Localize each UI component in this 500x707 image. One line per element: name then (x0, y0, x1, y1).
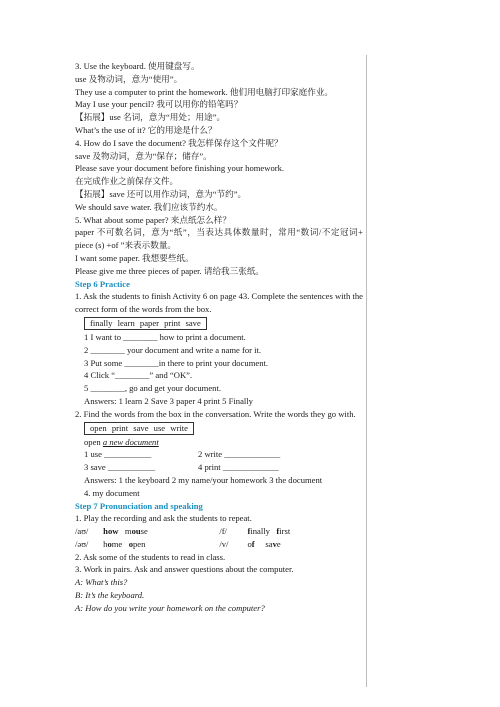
phonetic-symbol: /aʊ/ (75, 526, 89, 537)
note-paragraph: paper 不可数名词，意为“纸”，当表达具体数量时，常用“数词/不定冠词+ piece (s) +of ”来表示数量。 (75, 227, 363, 251)
bold-letters: ow (107, 526, 119, 537)
note-line: May I use your pencil? 我可以用你的铅笔吗？ (75, 99, 243, 110)
step-7-instruction-3: 3. Work in pairs. Ask and answer questions about the computer. (75, 564, 294, 575)
dialogue-line: B: It’s the keyboard. (75, 590, 145, 601)
example-phrase: a new document (102, 436, 159, 447)
step-6-instruction-1: 1. Ask the students to finish Activity 6 on page 43. Complete the sentences with the correct form of the words from the box. (75, 291, 363, 315)
note-line: What’s the use of it? 它的用途是什么？ (75, 124, 217, 135)
exercise-sentence: 4 Click “________” and “OK”. (84, 370, 193, 381)
phonetic-symbol: /v/ (219, 538, 229, 549)
exercise-item: 1 use ___________ (84, 449, 152, 460)
example-word: open (84, 436, 101, 447)
note-line: 【拓展】use 名词，意为“用处；用途”。 (75, 112, 226, 123)
bold-letters: f (247, 526, 251, 537)
phonetic-symbol: /əʊ/ (75, 538, 89, 549)
note-line: We should save water. 我们应该节约水。 (75, 201, 223, 212)
example-line (75, 436, 363, 449)
exercise-item: 2 write _____________ (198, 449, 281, 460)
note-line: use 及物动词，意为“使用”。 (75, 73, 183, 84)
note-line: 3. Use the keyboard. 使用键盘写。 (75, 61, 200, 71)
note-line: 在完成作业之前保存文件。 (75, 176, 179, 187)
note-line: 【拓展】save 还可以用作动词，意为“节约”。 (75, 188, 247, 199)
bold-letters: f (251, 538, 255, 549)
exercise-sentence: 1 I want to ________ how to print a document. (84, 331, 246, 342)
phonics-word (125, 526, 148, 536)
exercise-item: 3 save ___________ (84, 462, 156, 473)
phonics-words (103, 525, 217, 538)
step-7-instruction-1: 1. Play the recording and ask the students to repeat. (75, 513, 252, 524)
bold-letters: f (276, 526, 280, 537)
step-6-heading: Step 6 Practice (75, 278, 130, 289)
bold-letters: v (272, 538, 277, 549)
note-line: 4. How do I save the document? 我怎样保存这个文件呢？ (75, 137, 283, 148)
dialogue-line: A: What’s this? (75, 577, 128, 588)
plain-letters: sa (265, 538, 273, 549)
phonics-words (247, 539, 280, 549)
plain-letters: irst (279, 526, 291, 537)
note-line: 5. What about some paper? 来点纸怎么样？ (75, 214, 231, 225)
phonics-row-2 (75, 538, 363, 551)
step-7-instruction-2: 2. Ask some of the students to read in class. (75, 551, 226, 562)
plain-letters: e (276, 538, 281, 549)
document-page (75, 60, 363, 615)
phonics-row-1 (75, 525, 363, 538)
note-line: I want some paper. 我想要些纸。 (75, 252, 194, 263)
answers-2-continued: 4. my document (84, 487, 140, 498)
phonics-words (247, 526, 290, 536)
plain-letters: inally (250, 526, 270, 537)
plain-letters: m (124, 526, 132, 537)
bold-letters: o (107, 538, 112, 549)
word-box-1: finally learn paper print save (84, 317, 207, 330)
plain-letters: se (140, 526, 148, 537)
word-box-2: open print save use write (84, 422, 194, 435)
phonics-words (103, 538, 217, 551)
bold-letters: o (128, 538, 133, 549)
bold-letters: ou (131, 526, 141, 537)
plain-letters: h (103, 538, 108, 549)
exercise-sentence: 5 ________, go and get your document. (84, 383, 222, 394)
plain-letters: o (247, 538, 252, 549)
note-line: Please save your document before finishing your homework. (75, 163, 285, 174)
dialogue-line: A: How do you write your homework on the computer? (75, 602, 265, 613)
exercise-item: 4 print _____________ (198, 462, 279, 473)
phonics-word (103, 526, 118, 536)
phonetic-symbol: /f/ (219, 526, 227, 537)
answers-2: Answers: 1 the keyboard 2 my name/your homework 3 the document (84, 474, 323, 485)
note-line: They use a computer to print the homework. 他们用电脑打印家庭作业。 (75, 86, 334, 97)
plain-letters: me (111, 538, 123, 549)
step-6-instruction-2: 2. Find the words from the box in the conversation. Write the words they go with. (75, 408, 356, 419)
exercise-row (75, 461, 363, 474)
plain-letters: pen (133, 538, 146, 549)
exercise-row (75, 448, 363, 461)
bold-letters: h (103, 526, 108, 537)
step-7-heading: Step 7 Pronunciation and speaking (75, 500, 203, 511)
note-line: save 及物动词，意为“保存；储存”。 (75, 150, 212, 161)
exercise-sentence: 3 Put some ________in there to print your document. (84, 357, 269, 368)
answers-1: Answers: 1 learn 2 Save 3 paper 4 print 5 Finally (84, 395, 253, 406)
page-right-rule (366, 55, 367, 687)
exercise-sentence: 2 ________ your document and write a name for it. (84, 344, 262, 355)
note-line: Please give me three pieces of paper. 请给我三张纸。 (75, 265, 265, 276)
